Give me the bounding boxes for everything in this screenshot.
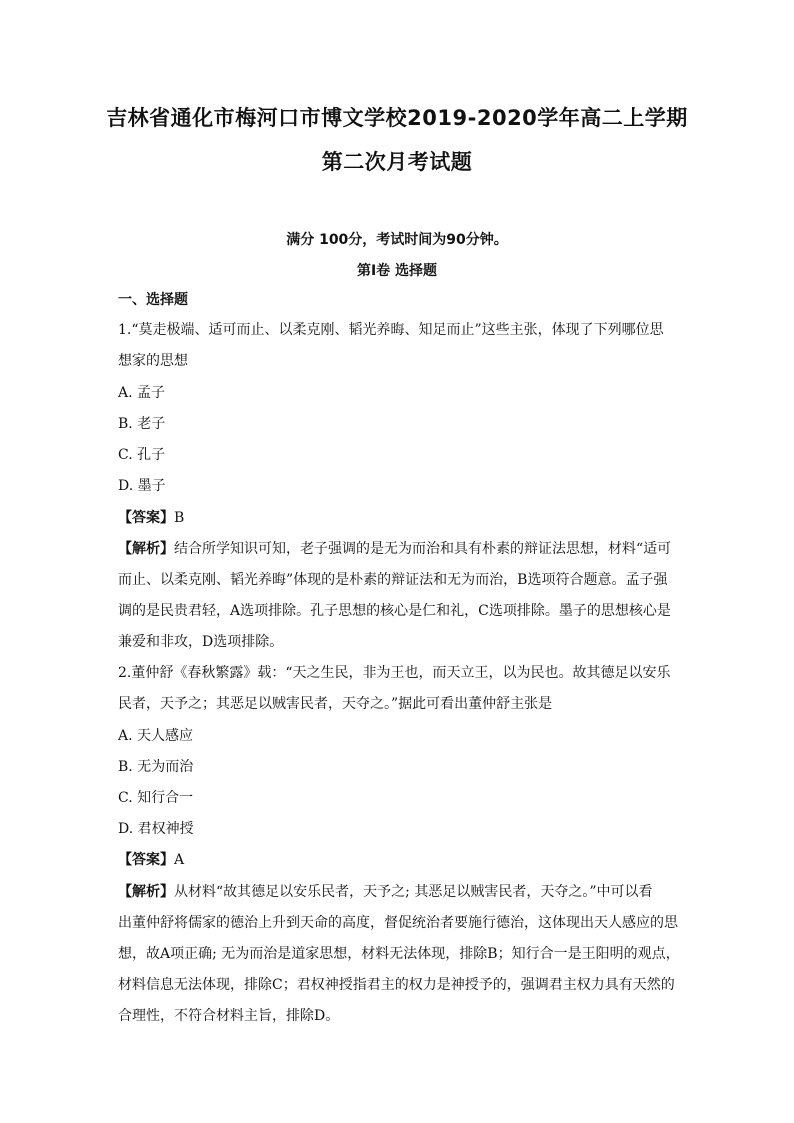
q1-analysis-line-3: 调的是民贵君轻，A选项排除。孔子思想的核心是仁和礼，C选项排除。墨子的思想核心是 bbox=[118, 603, 671, 619]
q2-analysis-line-2: 出董仲舒将儒家的德治上升到天命的高度，督促统治者要施行德治，这体现出天人感应的思 bbox=[118, 915, 678, 931]
q2-answer-value: A bbox=[174, 852, 185, 868]
q1-stem-line-2: 想家的思想 bbox=[118, 353, 188, 369]
q1-analysis-text-1: 结合所学知识可知，老子强调的是无为而治和具有朴素的辩证法思想，材料“适可 bbox=[174, 541, 672, 557]
document-title-line-2: 第二次月考试题 bbox=[321, 150, 473, 174]
q2-answer bbox=[118, 850, 184, 870]
q1-analysis-line-2: 而止、以柔克刚、韬光养晦”体现的是朴素的辩证法和无为而治，B选项符合题意。孟子强 bbox=[118, 572, 668, 588]
q2-analysis-line-5: 合理性，不符合材料主旨，排除D。 bbox=[118, 1008, 340, 1024]
q1-option-b: B. 老子 bbox=[118, 416, 166, 432]
q1-answer bbox=[118, 508, 184, 528]
q1-answer-value: B bbox=[174, 510, 185, 526]
q1-analysis-line-4: 兼爱和非攻，D选项排除。 bbox=[118, 634, 284, 650]
q1-analysis-label: 【解析】 bbox=[118, 541, 174, 557]
q2-answer-label: 【答案】 bbox=[118, 852, 174, 868]
q1-option-c: C. 孔子 bbox=[118, 447, 166, 463]
q2-analysis-line-4: 材料信息无法体现，排除C；君权神授指君主的权力是神授予的，强调君主权力具有天然的 bbox=[118, 977, 675, 993]
q1-option-a: A. 孟子 bbox=[118, 385, 166, 401]
section-heading: 一、选择题 bbox=[118, 292, 188, 308]
q2-analysis-label: 【解析】 bbox=[118, 884, 174, 900]
exam-info: 满分 100分，考试时间为90分钟。 bbox=[286, 232, 508, 248]
q2-analysis-line-1 bbox=[118, 882, 652, 902]
q2-analysis-line-3: 想，故A项正确; 无为而治是道家思想，材料无法体现，排除B；知行合一是王阳明的观点， bbox=[118, 946, 680, 962]
q1-stem-line-1: 1.“莫走极端、适可而止、以柔克刚、韬光养晦、知足而止”这些主张，体现了下列哪位思 bbox=[118, 322, 664, 338]
q2-option-a: A. 天人感应 bbox=[118, 728, 194, 744]
q2-option-b: B. 无为而治 bbox=[118, 759, 194, 775]
q1-answer-label: 【答案】 bbox=[118, 510, 174, 526]
q2-stem-line-2: 民者，天予之；其恶足以贼害民者，天夺之。”据此可看出董仲舒主张是 bbox=[118, 696, 553, 712]
document-title-line-1: 吉林省通化市梅河口市博文学校2019-2020学年高二上学期 bbox=[106, 106, 688, 130]
q2-option-d: D. 君权神授 bbox=[118, 821, 194, 837]
q1-analysis-line-1 bbox=[118, 539, 671, 559]
q1-option-d: D. 墨子 bbox=[118, 478, 166, 494]
volume-title: 第Ⅰ卷 选择题 bbox=[356, 263, 438, 279]
q2-analysis-text-1: 从材料“故其德足以安乐民者，天予之; 其恶足以贼害民者，天夺之。”中可以看 bbox=[174, 884, 653, 900]
q2-stem-line-1: 2.董仲舒《春秋繁露》载：“天之生民，非为王也，而天立王，以为民也。故其德足以安乐 bbox=[118, 665, 671, 681]
q2-option-c: C. 知行合一 bbox=[118, 790, 194, 806]
